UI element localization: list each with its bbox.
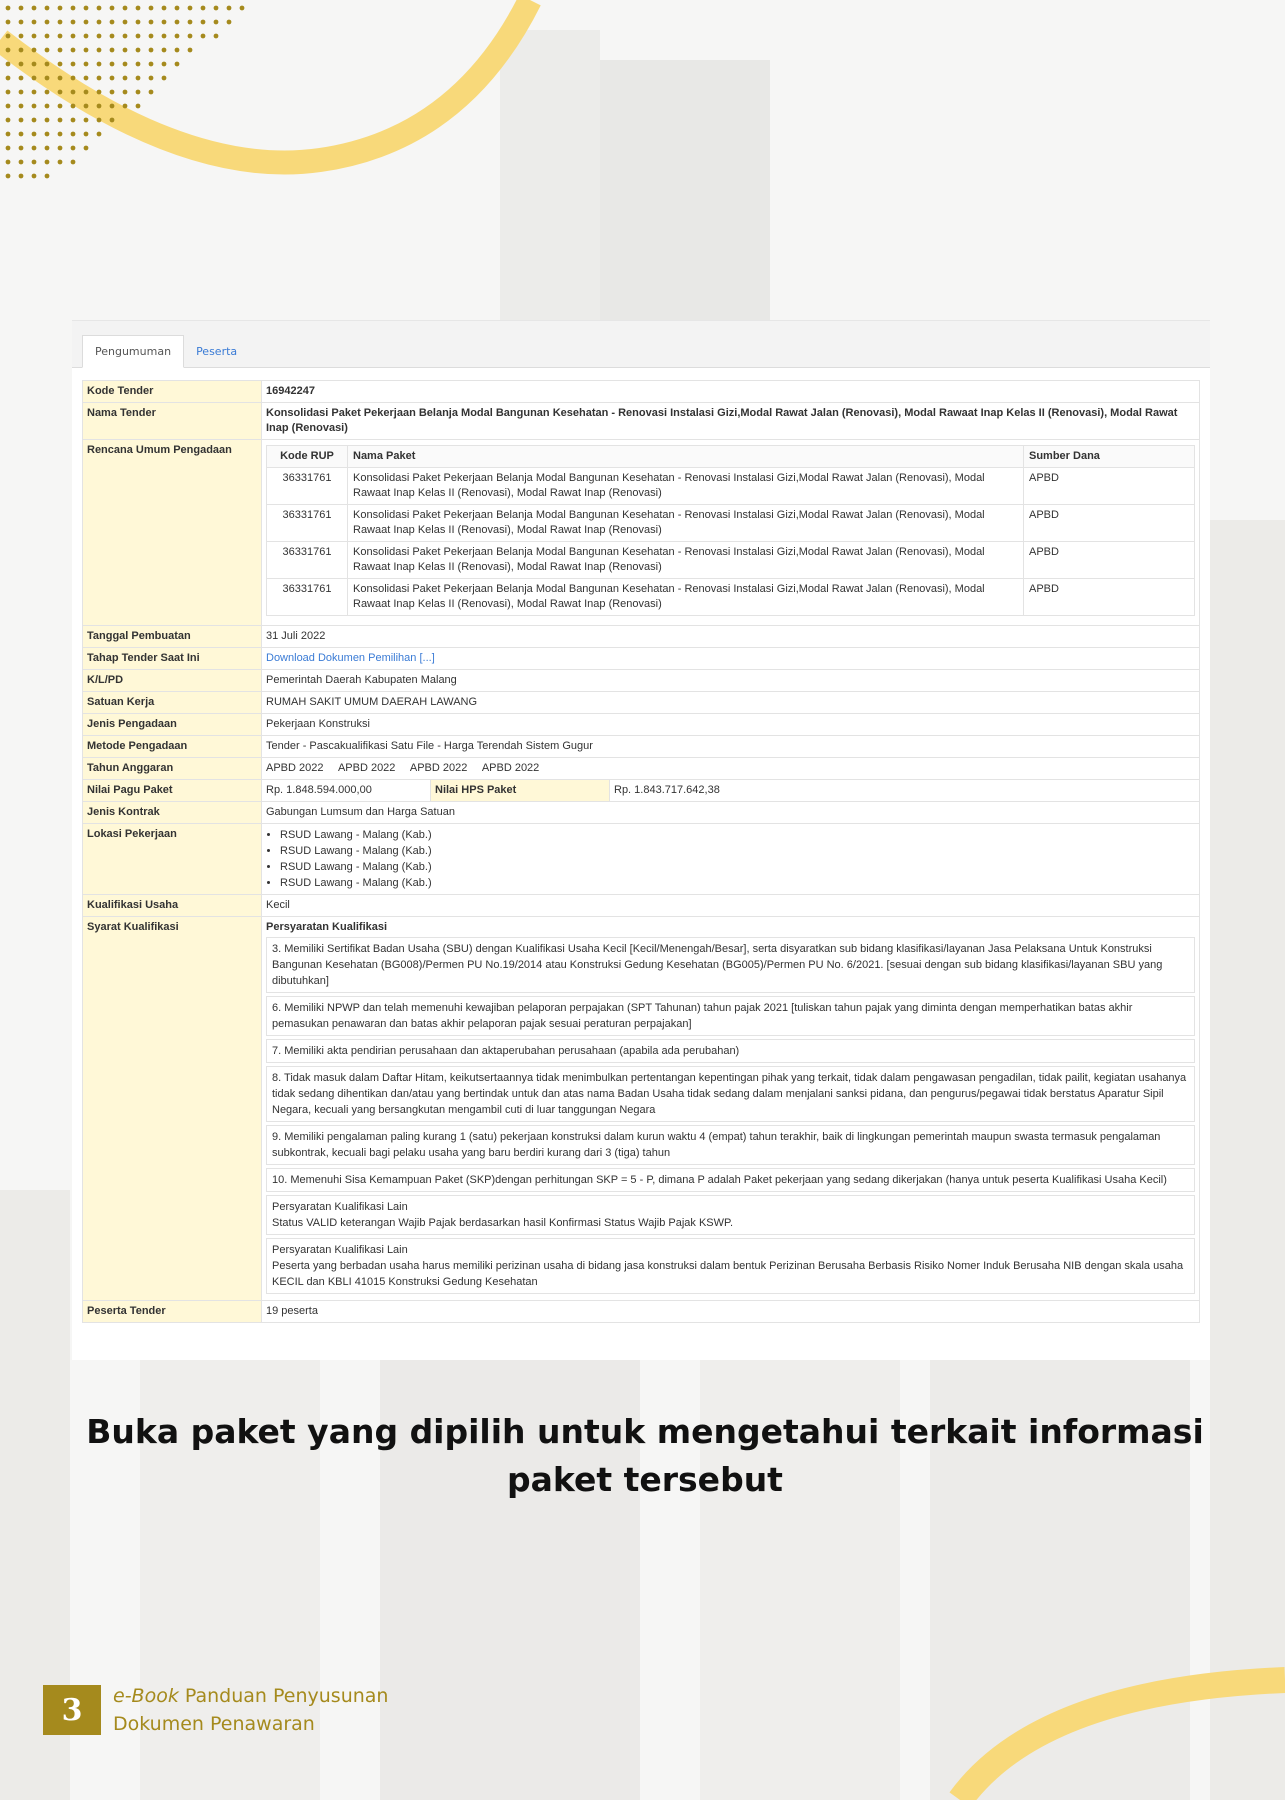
dot (110, 34, 115, 39)
dot (136, 62, 141, 67)
dot (58, 62, 63, 67)
value: Tender - Pascakualifikasi Satu File - Harga Terendah Sistem Gugur (262, 736, 1200, 758)
dot (84, 146, 89, 151)
label: Syarat Kualifikasi (83, 917, 262, 1301)
dot (32, 160, 37, 165)
value: 16942247 (262, 381, 1200, 403)
year-item: APBD 2022 (409, 762, 468, 774)
dot (227, 6, 232, 11)
footer-title-italic: e-Book (113, 1685, 179, 1707)
dot (136, 20, 141, 25)
dot (19, 90, 24, 95)
dot (214, 34, 219, 39)
dot (97, 90, 102, 95)
row-syarat-kualifikasi (83, 917, 1200, 1301)
label: Peserta Tender (83, 1301, 262, 1323)
dot (71, 118, 76, 123)
kode-rup: 36331761 (267, 579, 348, 616)
hps-label: Nilai HPS Paket (430, 780, 610, 801)
dot (45, 90, 50, 95)
dot (32, 48, 37, 53)
dot (188, 20, 193, 25)
dot (162, 62, 167, 67)
value: RUMAH SAKIT UMUM DAERAH LAWANG (262, 692, 1200, 714)
value: Konsolidasi Paket Pekerjaan Belanja Modal Bangunan Kesehatan - Renovasi Instalasi Gizi,Modal Rawat Jalan (Renovasi), Modal Rawaat Inap Kelas II (Renovasi), Modal Rawat Inap (Renovasi) (262, 403, 1200, 440)
syarat-item: 10. Memenuhi Sisa Kemampuan Paket (SKP)dengan perhitungan SKP = 5 - P, dimana P adalah Paket pekerjaan yang sedang dikerjakan (hanya untuk peserta Kualifikasi Usaha Kecil) (266, 1168, 1195, 1192)
syarat-item: 6. Memiliki NPWP dan telah memenuhi kewajiban pelaporan perpajakan (SPT Tahunan) tahun pajak 2021 [tuliskan tahun pajak yang diminta dengan memperhatikan batas akhir pemasukan penawaran dan batas akhir pelaporan pajak sesuai peraturan perpajakan] (266, 996, 1195, 1036)
dot (58, 146, 63, 151)
dot (19, 104, 24, 109)
dot (123, 48, 128, 53)
dot (84, 118, 89, 123)
label: Rencana Umum Pengadaan (83, 440, 262, 626)
year-item: APBD 2022 (266, 762, 324, 774)
dot (45, 76, 50, 81)
dot (32, 104, 37, 109)
dot (58, 90, 63, 95)
dot (162, 48, 167, 53)
page-number: 3 (43, 1685, 101, 1735)
dot (149, 90, 154, 95)
dot (97, 118, 102, 123)
dot (123, 62, 128, 67)
dot (123, 104, 128, 109)
table-row (267, 505, 1195, 542)
dot (97, 20, 102, 25)
dot (32, 146, 37, 151)
value: Gabungan Lumsum dan Harga Satuan (262, 802, 1200, 824)
tab-bar (72, 321, 1210, 368)
value (262, 780, 1200, 802)
dot (188, 34, 193, 39)
dot (45, 20, 50, 25)
kode-rup: 36331761 (267, 468, 348, 505)
dot (19, 34, 24, 39)
dot (84, 6, 89, 11)
dot (19, 132, 24, 137)
syarat-title: Persyaratan Kualifikasi (266, 921, 388, 933)
dot (110, 62, 115, 67)
dot (6, 90, 11, 95)
dot (32, 62, 37, 67)
dot (162, 76, 167, 81)
syarat-lain-text: Status VALID keterangan Wajib Pajak berdasarkan hasil Konfirmasi Status Wajib Pajak KSWP. (272, 1217, 733, 1229)
dot (110, 48, 115, 53)
dot (58, 132, 63, 137)
tender-screenshot (72, 320, 1210, 1360)
dot (162, 6, 167, 11)
download-dokumen-link[interactable]: Download Dokumen Pemilihan [...] (262, 648, 1200, 670)
dot (19, 20, 24, 25)
dot (123, 34, 128, 39)
row-jenis-kontrak (83, 802, 1200, 824)
dot (19, 48, 24, 53)
dot (84, 132, 89, 137)
dot (19, 6, 24, 11)
col-nama-paket: Nama Paket (348, 446, 1024, 468)
label: Jenis Pengadaan (83, 714, 262, 736)
dot (6, 62, 11, 67)
dot (6, 48, 11, 53)
dot (58, 118, 63, 123)
label: Tanggal Pembuatan (83, 626, 262, 648)
list-item: • RSUD Lawang - Malang (Kab.) (280, 843, 1195, 859)
lokasi-list (266, 827, 1195, 891)
dot (6, 104, 11, 109)
dot (149, 48, 154, 53)
dot (97, 132, 102, 137)
dot (45, 104, 50, 109)
dot (71, 132, 76, 137)
sumber-dana: APBD (1024, 542, 1195, 579)
label: Tahun Anggaran (83, 758, 262, 780)
sumber-dana: APBD (1024, 468, 1195, 505)
dot (32, 20, 37, 25)
dot (123, 90, 128, 95)
dot (149, 76, 154, 81)
dot (58, 48, 63, 53)
dot (32, 118, 37, 123)
value (262, 758, 1200, 780)
dot (123, 76, 128, 81)
tab-peserta[interactable]: Peserta (196, 345, 238, 358)
label: Tahap Tender Saat Ini (83, 648, 262, 670)
dot (6, 160, 11, 165)
dot (97, 6, 102, 11)
dot (84, 20, 89, 25)
kode-rup: 36331761 (267, 542, 348, 579)
value: Kecil (262, 895, 1200, 917)
dot (84, 62, 89, 67)
row-tahap-tender (83, 648, 1200, 670)
dot (175, 20, 180, 25)
dot (58, 76, 63, 81)
dot (201, 20, 206, 25)
dot (84, 34, 89, 39)
dot (188, 6, 193, 11)
dot (19, 62, 24, 67)
syarat-lain (266, 1238, 1195, 1294)
syarat-lain-text: Peserta yang berbadan usaha harus memiliki perizinan usaha di bidang jasa konstruksi dalam bentuk Perizinan Berusaha Berbasis Risiko Nomer Induk Berusaha NIB dengan skala usaha KECIL dan KBLI 41015 Konstruksi Gedung Kesehatan (272, 1260, 1184, 1288)
dot (97, 104, 102, 109)
caption: Buka paket yang dipilih untuk mengetahui terkait informasi paket tersebut (86, 1412, 1204, 1499)
dot (123, 6, 128, 11)
dot (71, 146, 76, 151)
sumber-dana: APBD (1024, 579, 1195, 616)
dot (110, 20, 115, 25)
dot (6, 118, 11, 123)
dot (84, 76, 89, 81)
dot (136, 104, 141, 109)
footer-title-line2: Dokumen Penawaran (113, 1713, 315, 1735)
dot (45, 174, 50, 179)
dot (19, 118, 24, 123)
list-item: • RSUD Lawang - Malang (Kab.) (280, 859, 1195, 875)
hps-value: Rp. 1.843.717.642,38 (614, 784, 720, 796)
dot (32, 6, 37, 11)
table-row (267, 542, 1195, 579)
rup-cell (262, 440, 1200, 626)
dot (19, 160, 24, 165)
dot (149, 34, 154, 39)
dot (84, 104, 89, 109)
dot (45, 6, 50, 11)
dot (149, 62, 154, 67)
dot (110, 118, 115, 123)
dot (71, 34, 76, 39)
kode-rup: 36331761 (267, 505, 348, 542)
dot (240, 6, 245, 11)
label: Jenis Kontrak (83, 802, 262, 824)
nama-paket: Konsolidasi Paket Pekerjaan Belanja Modal Bangunan Kesehatan - Renovasi Instalasi Gizi,Modal Rawat Jalan (Renovasi), Modal Rawaat Inap Kelas II (Renovasi), Modal Rawat Inap (Renovasi) (348, 579, 1024, 616)
tender-info-table (82, 380, 1200, 1323)
dot (110, 6, 115, 11)
dot (45, 48, 50, 53)
label: Nama Tender (83, 403, 262, 440)
dot (84, 48, 89, 53)
dot (227, 20, 232, 25)
dot (6, 174, 11, 179)
label: Kode Tender (83, 381, 262, 403)
label: Kualifikasi Usaha (83, 895, 262, 917)
row-peserta (83, 1301, 1200, 1323)
dot (45, 62, 50, 67)
dot (6, 76, 11, 81)
dot (136, 76, 141, 81)
dot (71, 6, 76, 11)
syarat-item: 3. Memiliki Sertifikat Badan Usaha (SBU) dengan Kualifikasi Usaha Kecil [Kecil/Menengah/Besar], serta disyaratkan sub bidang klasifikasi/layanan Jasa Pelaksana Untuk Konstruksi Bangunan Kesehatan (BG008)/Permen PU No.19/2014 atau Konstruksi Gedung Kesehatan (BG005)/Permen PU No. 6/2021. [sesuai dengan sub bidang klasifikasi/layanan SBU yang dibutuhkan] (266, 937, 1195, 993)
dot (6, 146, 11, 151)
dot (149, 6, 154, 11)
table-row (267, 468, 1195, 505)
dot (71, 160, 76, 165)
row-tanggal-pembuatan (83, 626, 1200, 648)
dot (136, 48, 141, 53)
row-kode-tender (83, 381, 1200, 403)
value: 31 Juli 2022 (262, 626, 1200, 648)
pagu-value: Rp. 1.848.594.000,00 (266, 784, 372, 796)
row-lokasi (83, 824, 1200, 895)
dot (6, 34, 11, 39)
row-metode-pengadaan (83, 736, 1200, 758)
dot (32, 34, 37, 39)
tab-pengumuman[interactable]: Pengumuman (82, 335, 184, 368)
dot (19, 76, 24, 81)
dot (71, 20, 76, 25)
row-kualifikasi-usaha (83, 895, 1200, 917)
row-klpd (83, 670, 1200, 692)
label: Nilai Pagu Paket (83, 780, 262, 802)
footer-title-rest: Panduan Penyusunan (178, 1685, 389, 1707)
nama-paket: Konsolidasi Paket Pekerjaan Belanja Modal Bangunan Kesehatan - Renovasi Instalasi Gizi,Modal Rawat Jalan (Renovasi), Modal Rawaat Inap Kelas II (Renovasi), Modal Rawat Inap (Renovasi) (348, 468, 1024, 505)
value: Pemerintah Daerah Kabupaten Malang (262, 670, 1200, 692)
dot (214, 20, 219, 25)
dot (214, 6, 219, 11)
dot (97, 76, 102, 81)
rup-table (266, 445, 1195, 616)
dot (175, 62, 180, 67)
syarat-lain-title: Persyaratan Kualifikasi Lain (272, 1201, 408, 1213)
sumber-dana: APBD (1024, 505, 1195, 542)
dot (123, 20, 128, 25)
dot (188, 48, 193, 53)
dot (45, 132, 50, 137)
dot (175, 48, 180, 53)
dot (58, 104, 63, 109)
row-rup (83, 440, 1200, 626)
dot (32, 132, 37, 137)
row-nama-tender (83, 403, 1200, 440)
value: 19 peserta (262, 1301, 1200, 1323)
dot (58, 6, 63, 11)
dot (71, 90, 76, 95)
col-kode-rup: Kode RUP (267, 446, 348, 468)
dot (84, 90, 89, 95)
dot (201, 34, 206, 39)
dot (162, 34, 167, 39)
dot (136, 90, 141, 95)
dot (97, 48, 102, 53)
value: Pekerjaan Konstruksi (262, 714, 1200, 736)
dot (175, 34, 180, 39)
nama-paket: Konsolidasi Paket Pekerjaan Belanja Modal Bangunan Kesehatan - Renovasi Instalasi Gizi,Modal Rawat Jalan (Renovasi), Modal Rawaat Inap Kelas II (Renovasi), Modal Rawat Inap (Renovasi) (348, 505, 1024, 542)
dot (149, 20, 154, 25)
label: K/L/PD (83, 670, 262, 692)
dot (71, 76, 76, 81)
list-item: • RSUD Lawang - Malang (Kab.) (280, 875, 1195, 891)
dot (19, 174, 24, 179)
dot (136, 6, 141, 11)
year-item: APBD 2022 (481, 762, 540, 774)
dot (71, 48, 76, 53)
dot (19, 146, 24, 151)
dot (175, 6, 180, 11)
dot (45, 160, 50, 165)
row-jenis-pengadaan (83, 714, 1200, 736)
footer-title (113, 1682, 388, 1738)
syarat-item: 9. Memiliki pengalaman paling kurang 1 (satu) pekerjaan konstruksi dalam kurun waktu 4 (empat) tahun terakhir, baik di lingkungan pemerintah maupun swasta termasuk pengalaman subkontrak, kecuali bagi pelaku usaha yang baru berdiri kurang dari 3 (tiga) tahun (266, 1125, 1195, 1165)
dot (32, 90, 37, 95)
dot (58, 34, 63, 39)
dot (45, 118, 50, 123)
dot (58, 20, 63, 25)
syarat-item: 8. Tidak masuk dalam Daftar Hitam, keikutsertaannya tidak menimbulkan pertentangan kepentingan pihak yang terkait, tidak dalam pengawasan pengadilan, tidak pailit, kegiatan usahanya tidak sedang dihentikan dan/atau yang bertindak untuk dan atas nama Badan Usaha tidak sedang dalam menjalani sanksi pidana, dan pengurus/pegawai tidak berstatus Aparatur Sipil Negara, kecuali yang bersangkutan mengambil cuti di luar tanggungan Negara (266, 1066, 1195, 1122)
syarat-item: 7. Memiliki akta pendirian perusahaan dan aktaperubahan perusahaan (apabila ada perubahan) (266, 1039, 1195, 1063)
list-item: • RSUD Lawang - Malang (Kab.) (280, 827, 1195, 843)
nama-paket: Konsolidasi Paket Pekerjaan Belanja Modal Bangunan Kesehatan - Renovasi Instalasi Gizi,Modal Rawat Jalan (Renovasi), Modal Rawaat Inap Kelas II (Renovasi), Modal Rawat Inap (Renovasi) (348, 542, 1024, 579)
value (262, 824, 1200, 895)
dot (97, 34, 102, 39)
table-row (267, 579, 1195, 616)
dot-pattern (0, 0, 260, 200)
dot (58, 160, 63, 165)
dot (97, 62, 102, 67)
value (262, 917, 1200, 1301)
col-sumber-dana: Sumber Dana (1024, 446, 1195, 468)
label: Metode Pengadaan (83, 736, 262, 758)
syarat-lain-title: Persyaratan Kualifikasi Lain (272, 1244, 408, 1256)
dot (6, 6, 11, 11)
dot (45, 146, 50, 151)
dot (110, 90, 115, 95)
label: Satuan Kerja (83, 692, 262, 714)
year-item: APBD 2022 (337, 762, 396, 774)
yellow-arc-bottom (940, 1650, 1285, 1800)
dot (136, 34, 141, 39)
row-nilai-pagu (83, 780, 1200, 802)
dot (6, 132, 11, 137)
dot (110, 104, 115, 109)
dot (6, 20, 11, 25)
dot (201, 6, 206, 11)
row-tahun-anggaran (83, 758, 1200, 780)
dot (110, 76, 115, 81)
dot (32, 76, 37, 81)
dot (71, 104, 76, 109)
dot (162, 20, 167, 25)
dot (45, 34, 50, 39)
syarat-lain (266, 1195, 1195, 1235)
dot (71, 62, 76, 67)
label: Lokasi Pekerjaan (83, 824, 262, 895)
row-satuan-kerja (83, 692, 1200, 714)
dot (32, 174, 37, 179)
